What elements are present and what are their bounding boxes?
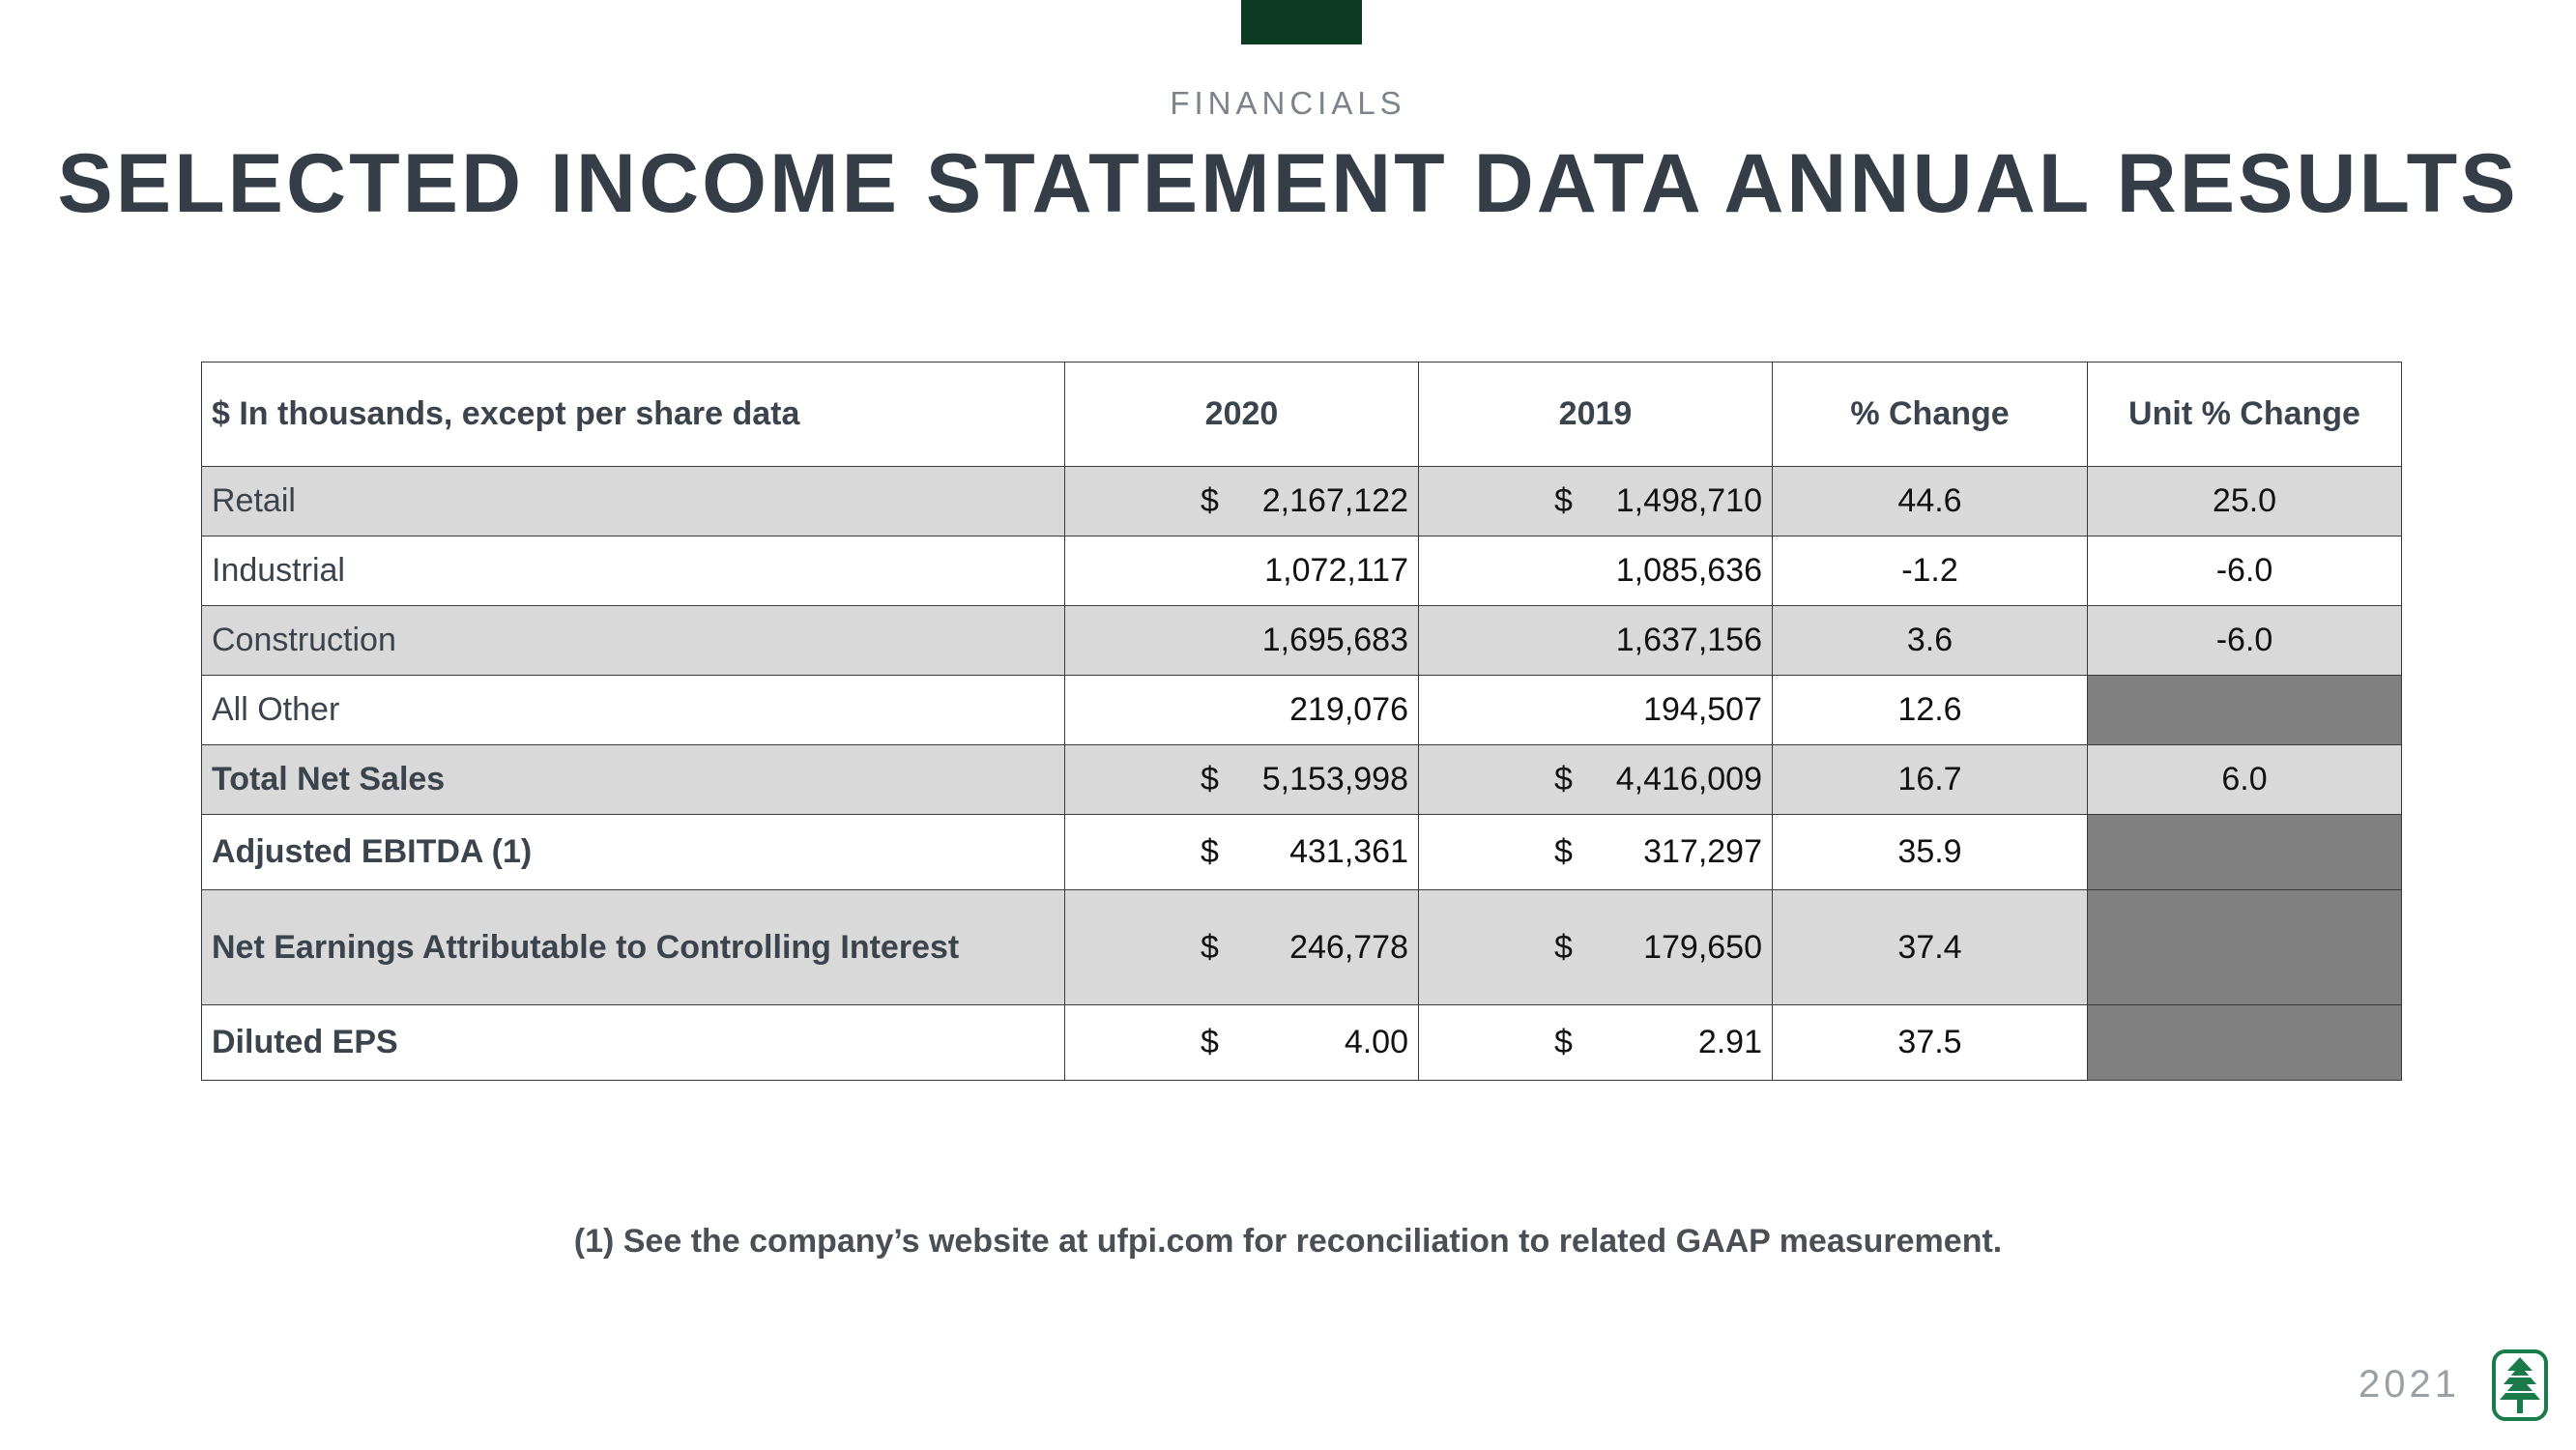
currency-symbol: $: [1201, 482, 1219, 519]
pct-change: 44.6: [1773, 467, 2088, 536]
value-2020: 4.00: [1344, 1024, 1408, 1060]
value-2020: 246,778: [1289, 928, 1408, 966]
value-2019: 4,416,009: [1615, 761, 1762, 798]
value-2019: 179,650: [1643, 928, 1762, 966]
table-row-diluted-eps: [202, 1005, 2402, 1081]
value-2020: 431,361: [1289, 833, 1408, 870]
value-2019: 1,085,636: [1615, 552, 1762, 589]
footnote: (1) See the company’s website at ufpi.com for reconciliation to related GAAP measurement.: [573, 1223, 2003, 1260]
row-label: Industrial: [202, 536, 1065, 606]
unit-pct-change: -6.0: [2088, 536, 2402, 606]
currency-symbol: $: [1554, 1024, 1573, 1060]
row-label: Net Earnings Attributable to Controlling Interest: [202, 890, 1065, 1005]
row-label: Diluted EPS: [202, 1005, 1065, 1081]
column-header-pct-change: % Change: [1773, 362, 2088, 467]
unit-pct-change: 25.0: [2088, 467, 2402, 536]
unit-pct-change-na: [2088, 676, 2402, 745]
row-label: Adjusted EBITDA (1): [202, 815, 1065, 890]
table-row-construction: [202, 606, 2402, 676]
column-header-description: $ In thousands, except per share data: [202, 362, 1065, 467]
currency-symbol: $: [1554, 833, 1573, 870]
currency-symbol: $: [1201, 928, 1219, 966]
value-2019: 194,507: [1643, 691, 1762, 728]
currency-symbol: $: [1554, 928, 1573, 966]
row-label: All Other: [202, 676, 1065, 745]
table-row-retail: [202, 467, 2402, 536]
currency-symbol: $: [1201, 761, 1219, 798]
value-2020: 5,153,998: [1261, 761, 1408, 798]
pct-change: 12.6: [1773, 676, 2088, 745]
column-header-2019: 2019: [1419, 362, 1773, 467]
tree-logo-icon: [2490, 1348, 2554, 1425]
table-row-total-net-sales: [202, 745, 2402, 815]
value-2019: 2.91: [1697, 1024, 1762, 1060]
unit-pct-change-na: [2088, 1005, 2402, 1081]
row-label: Retail: [202, 467, 1065, 536]
pct-change: 37.4: [1773, 890, 2088, 1005]
value-2020: 219,076: [1289, 691, 1408, 728]
value-2020: 2,167,122: [1261, 482, 1408, 519]
value-2019: 1,637,156: [1615, 622, 1762, 658]
column-header-unit-pct-change: Unit % Change: [2088, 362, 2402, 467]
table-row-industrial: [202, 536, 2402, 606]
unit-pct-change-na: [2088, 815, 2402, 890]
page-title: SELECTED INCOME STATEMENT DATA ANNUAL RESULTS: [57, 137, 2519, 230]
column-header-2020: 2020: [1065, 362, 1419, 467]
unit-pct-change-na: [2088, 890, 2402, 1005]
income-statement-table: [201, 362, 2402, 1081]
value-2019: 317,297: [1643, 833, 1762, 870]
pct-change: 16.7: [1773, 745, 2088, 815]
table-row-adjusted-ebitda: [202, 815, 2402, 890]
pct-change: 35.9: [1773, 815, 2088, 890]
row-label: Construction: [202, 606, 1065, 676]
table-header-row: [202, 362, 2402, 467]
pct-change: 3.6: [1773, 606, 2088, 676]
accent-bar: [1241, 0, 1362, 44]
value-2020: 1,695,683: [1261, 622, 1408, 658]
currency-symbol: $: [1554, 761, 1573, 798]
pct-change: -1.2: [1773, 536, 2088, 606]
value-2019: 1,498,710: [1615, 482, 1762, 519]
table-row-net-earnings: [202, 890, 2402, 1005]
currency-symbol: $: [1201, 1024, 1219, 1060]
currency-symbol: $: [1201, 833, 1219, 870]
section-kicker: FINANCIALS: [1170, 85, 1406, 121]
currency-symbol: $: [1554, 482, 1573, 519]
footer-year: 2021: [2359, 1363, 2460, 1406]
row-label: Total Net Sales: [202, 745, 1065, 815]
unit-pct-change: -6.0: [2088, 606, 2402, 676]
table-row-all-other: [202, 676, 2402, 745]
unit-pct-change: 6.0: [2088, 745, 2402, 815]
pct-change: 37.5: [1773, 1005, 2088, 1081]
value-2020: 1,072,117: [1264, 552, 1408, 589]
